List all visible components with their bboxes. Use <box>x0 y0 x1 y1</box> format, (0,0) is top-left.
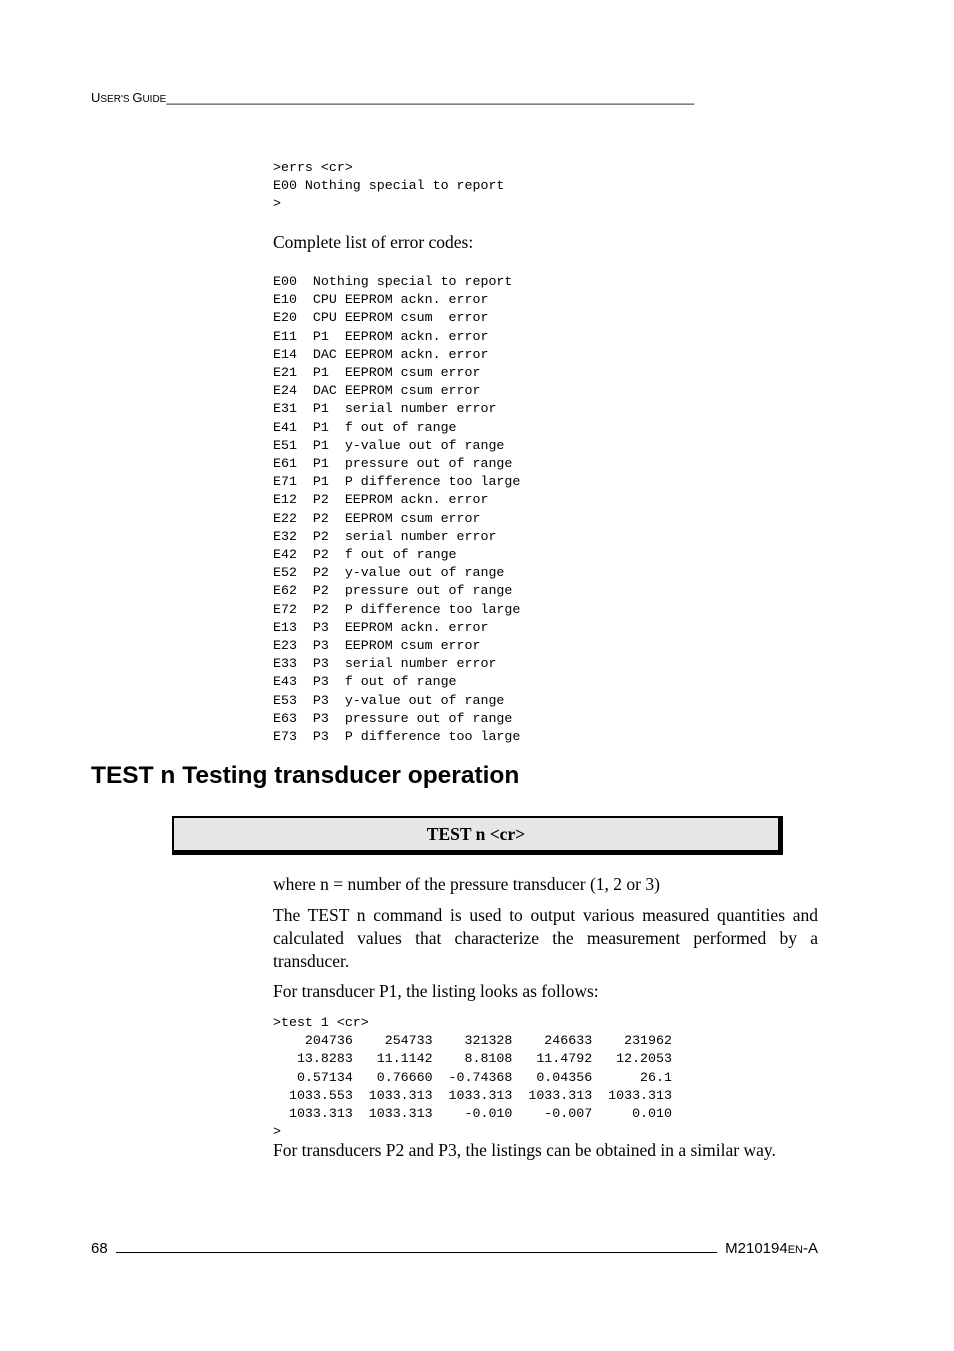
error-code-row: E12 P2 EEPROM ackn. error <box>273 492 489 508</box>
error-code-row: E11 P1 EEPROM ackn. error <box>273 328 489 344</box>
error-code-row: E13 P3 EEPROM ackn. error <box>273 619 489 635</box>
error-code-row: E41 P1 f out of range <box>273 419 457 435</box>
error-code-list <box>273 273 520 746</box>
header-g: G <box>132 90 143 105</box>
closing-paragraph: For transducers P2 and P3, the listings can be obtained in a similar way. <box>273 1140 776 1160</box>
errs-example-code: >errs <cr> E00 Nothing special to report > <box>273 160 505 212</box>
complete-list-label: Complete list of error codes: <box>273 232 474 252</box>
error-code-row: E32 P2 serial number error <box>273 528 497 544</box>
error-code-row: E72 P2 P difference too large <box>273 601 521 617</box>
description-paragraph: The TEST n command is used to output various measured quantities and calculated values that characterize the measurement performed by a transducer. <box>273 905 818 971</box>
header-ser: SER'S <box>100 94 133 105</box>
test-listing-code: >test 1 <cr> 204736 254733 321328 246633 231962 13.8283 11.1142 8.8108 11.4792 12.2053 0.57134 0.76660 -0.74368 0.04356 26.1 1033.553 1033.313 1033.313 1033.313 1033.313 1033.313 1033.313 -0.010 -0.007 0.010 > <box>273 1015 672 1140</box>
command-syntax: TEST n <cr> <box>426 823 526 844</box>
header-rule: _________________________________________________________________________ <box>166 90 695 105</box>
running-footer <box>91 1240 818 1257</box>
error-code-row: E31 P1 serial number error <box>273 401 497 417</box>
error-code-row: E10 CPU EEPROM ackn. error <box>273 292 489 308</box>
error-code-row: E43 P3 f out of range <box>273 674 457 690</box>
footer-rule <box>116 1240 717 1253</box>
document-code <box>725 1240 818 1257</box>
command-syntax-box <box>172 816 783 855</box>
error-code-row: E53 P3 y-value out of range <box>273 692 505 708</box>
doc-code-suffix: -A <box>803 1240 818 1257</box>
listing-intro: For transducer P1, the listing looks as follows: <box>273 981 599 1001</box>
error-code-row: E20 CPU EEPROM csum error <box>273 310 489 326</box>
error-code-row: E71 P1 P difference too large <box>273 474 521 490</box>
doc-code-main: M210194 <box>725 1240 788 1257</box>
error-code-row: E23 P3 EEPROM csum error <box>273 638 481 654</box>
header-uide: UIDE <box>142 94 167 105</box>
error-code-row: E62 P2 pressure out of range <box>273 583 513 599</box>
error-code-row: E73 P3 P difference too large <box>273 729 521 745</box>
doc-code-en: EN <box>787 1244 803 1256</box>
error-code-row: E61 P1 pressure out of range <box>273 456 513 472</box>
error-code-row: E51 P1 y-value out of range <box>273 437 505 453</box>
error-code-row: E00 Nothing special to report <box>273 274 513 289</box>
error-code-row: E14 DAC EEPROM ackn. error <box>273 346 489 362</box>
where-text: where n = number of the pressure transducer (1, 2 or 3) <box>273 874 660 894</box>
error-code-row: E52 P2 y-value out of range <box>273 565 505 581</box>
error-code-row: E21 P1 EEPROM csum error <box>273 365 481 381</box>
page-number: 68 <box>91 1240 108 1257</box>
error-code-row: E33 P3 serial number error <box>273 656 497 672</box>
running-header <box>91 90 816 105</box>
error-code-row: E63 P3 pressure out of range <box>273 710 513 726</box>
error-code-row: E22 P2 EEPROM csum error <box>273 510 481 526</box>
header-u: U <box>91 90 101 105</box>
error-code-row: E42 P2 f out of range <box>273 547 457 563</box>
section-title: TEST n Testing transducer operation <box>91 762 520 789</box>
error-code-row: E24 DAC EEPROM csum error <box>273 383 481 399</box>
